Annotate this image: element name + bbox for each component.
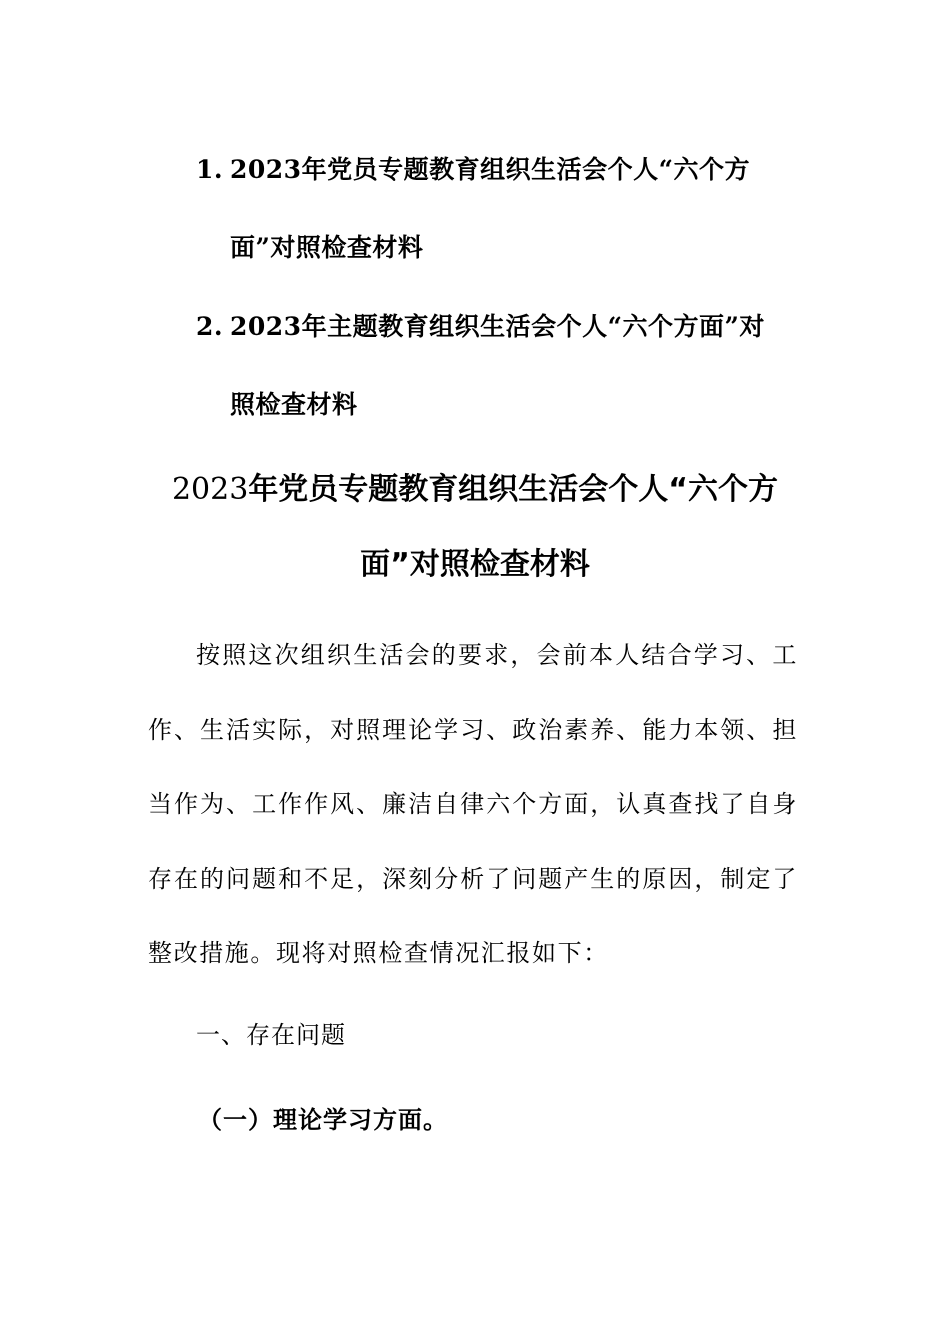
subsection-heading: （一）理论学习方面。	[198, 1106, 448, 1134]
document-title	[150, 452, 800, 602]
document-title-year: 2023	[171, 472, 249, 507]
section-heading: 一、存在问题	[196, 1021, 346, 1049]
toc-item-title-line2: 面”对照检查材料	[230, 233, 424, 262]
toc-item-title-line1: 2023年党员专题教育组织生活会个人“六个方	[230, 155, 750, 184]
document-title-text: 年党员专题教育组织生活会个人“六个方面”对照检查材料	[248, 472, 779, 582]
toc-item-1[interactable]	[196, 131, 816, 287]
toc-item-number: 1.	[196, 155, 224, 184]
toc-item-title-line2: 照检查材料	[230, 390, 358, 419]
toc-item-number: 2.	[196, 312, 224, 341]
intro-paragraph: 按照这次组织生活会的要求，会前本人结合学习、工作、生活实际，对照理论学习、政治素养、能力本领、担当作为、工作作风、廉洁自律六个方面，认真查找了自身存在的问题和不足，深刻分析了问题产生的原因，制定了整改措施。现将对照检查情况汇报如下：	[148, 641, 798, 967]
toc-item-2[interactable]	[196, 288, 816, 444]
toc-item-title-line1: 2023年主题教育组织生活会个人“六个方面”对	[230, 312, 765, 341]
